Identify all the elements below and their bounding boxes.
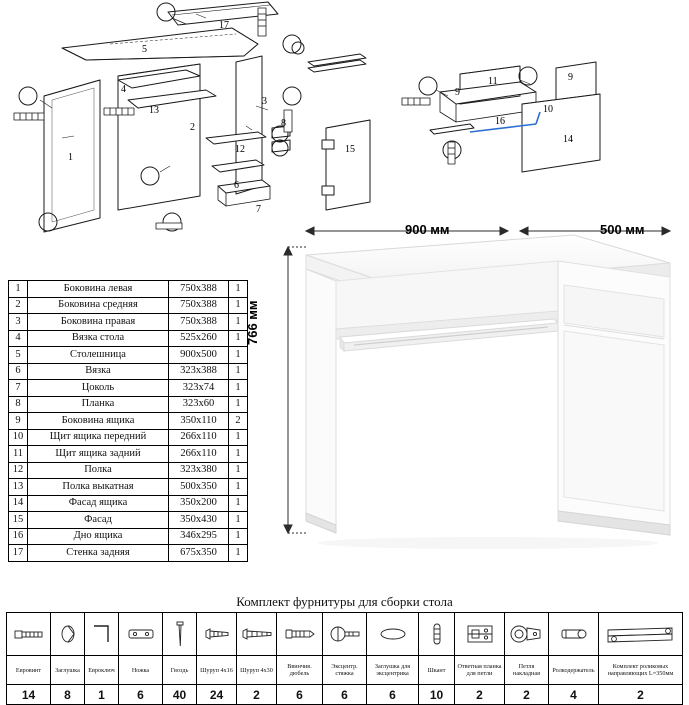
part-name: Дно ящика — [28, 528, 169, 545]
svg-text:6: 6 — [234, 180, 239, 191]
table-row — [9, 512, 248, 529]
table-row — [9, 462, 248, 479]
part-number: 14 — [9, 495, 28, 512]
part-qty: 2 — [229, 413, 248, 430]
eccentric-cap-icon — [367, 613, 419, 656]
hardware-icon-row — [7, 613, 683, 656]
table-row — [9, 330, 248, 347]
hinge-plate-icon — [455, 613, 505, 656]
part-number: 8 — [9, 396, 28, 413]
part-size: 500х350 — [169, 479, 229, 496]
table-row — [9, 479, 248, 496]
dowel-icon — [419, 613, 455, 656]
hardware-name: Гвоздь — [163, 656, 197, 685]
hardware-qty: 6 — [367, 685, 419, 705]
screw-4x30-icon — [237, 613, 277, 656]
part-number: 6 — [9, 363, 28, 380]
svg-text:15: 15 — [345, 144, 355, 155]
part-size: 750х388 — [169, 297, 229, 314]
part-qty: 1 — [229, 297, 248, 314]
hardware-name: Эксцентр. стяжка — [323, 656, 367, 685]
part-qty: 1 — [229, 528, 248, 545]
table-row — [9, 495, 248, 512]
part-size: 323х74 — [169, 380, 229, 397]
eccentric-tie-icon — [323, 613, 367, 656]
width-dimension-label: 900 мм — [405, 222, 450, 237]
part-number: 12 — [9, 462, 28, 479]
hardware-kit-title: Комплект фурнитуры для сборки стола — [236, 594, 453, 609]
part-size: 323х380 — [169, 462, 229, 479]
part-qty: 1 — [229, 396, 248, 413]
part-qty: 1 — [229, 545, 248, 562]
hardware-name: Евровинт — [7, 656, 51, 685]
part-name: Столешница — [28, 347, 169, 364]
part-qty: 1 — [229, 314, 248, 331]
table-row — [9, 314, 248, 331]
hardware-kit-table — [6, 612, 683, 705]
svg-text:7: 7 — [256, 204, 261, 215]
height-dimension-label: 766 мм — [245, 300, 260, 345]
hardware-qty: 6 — [277, 685, 323, 705]
part-name: Щит ящика задний — [28, 446, 169, 463]
part-number: 7 — [9, 380, 28, 397]
hardware-qty: 2 — [455, 685, 505, 705]
slide-set-icon — [599, 613, 683, 656]
svg-text:16: 16 — [495, 116, 505, 127]
parts-table — [8, 280, 248, 562]
part-name: Боковина средняя — [28, 297, 169, 314]
part-name: Вязка — [28, 363, 169, 380]
hardware-name: Ролкодержатель — [549, 656, 599, 685]
part-number: 1 — [9, 281, 28, 298]
parts-table-body — [9, 281, 248, 562]
part-size: 750х388 — [169, 314, 229, 331]
leg-icon — [119, 613, 163, 656]
part-size: 525х260 — [169, 330, 229, 347]
part-size: 350х200 — [169, 495, 229, 512]
hardware-qty: 2 — [505, 685, 549, 705]
hardware-name: Шуруп 4х16 — [197, 656, 237, 685]
part-name: Планка — [28, 396, 169, 413]
part-qty: 1 — [229, 462, 248, 479]
part-size: 323х60 — [169, 396, 229, 413]
hardware-name: Ввинчив. дюбель — [277, 656, 323, 685]
part-name: Фасад — [28, 512, 169, 529]
screw-4x16-icon — [197, 613, 237, 656]
part-name: Полка выкатная — [28, 479, 169, 496]
part-size: 323х388 — [169, 363, 229, 380]
cap-icon — [51, 613, 85, 656]
svg-text:3: 3 — [262, 96, 267, 107]
hardware-qty: 4 — [549, 685, 599, 705]
part-number: 10 — [9, 429, 28, 446]
part-qty: 1 — [229, 429, 248, 446]
table-row — [9, 380, 248, 397]
part-qty: 1 — [229, 479, 248, 496]
part-number: 9 — [9, 413, 28, 430]
part-name: Боковина левая — [28, 281, 169, 298]
part-size: 900х500 — [169, 347, 229, 364]
table-row — [9, 396, 248, 413]
part-size: 266х110 — [169, 429, 229, 446]
hardware-qty: 1 — [85, 685, 119, 705]
hardware-qty-row — [7, 685, 683, 705]
part-number: 5 — [9, 347, 28, 364]
svg-text:9: 9 — [455, 87, 460, 98]
euro-screw-icon — [7, 613, 51, 656]
part-qty: 1 — [229, 512, 248, 529]
hardware-qty: 2 — [237, 685, 277, 705]
part-size: 750х388 — [169, 281, 229, 298]
hinge-icon — [505, 613, 549, 656]
table-row — [9, 429, 248, 446]
part-qty: 1 — [229, 495, 248, 512]
svg-text:5: 5 — [142, 44, 147, 55]
confirmat-icon — [277, 613, 323, 656]
table-row — [9, 528, 248, 545]
hardware-name: Комплект роликовых направляющих L=350мм — [599, 656, 683, 685]
svg-text:17: 17 — [219, 20, 229, 31]
part-number: 13 — [9, 479, 28, 496]
svg-text:2: 2 — [190, 122, 195, 133]
part-number: 4 — [9, 330, 28, 347]
part-number: 3 — [9, 314, 28, 331]
part-name: Стенка задняя — [28, 545, 169, 562]
euro-key-icon — [85, 613, 119, 656]
hardware-qty: 10 — [419, 685, 455, 705]
hardware-qty: 14 — [7, 685, 51, 705]
part-name: Фасад ящика — [28, 495, 169, 512]
svg-text:11: 11 — [488, 76, 498, 87]
part-qty: 1 — [229, 363, 248, 380]
table-row — [9, 446, 248, 463]
part-name: Цоколь — [28, 380, 169, 397]
part-number: 2 — [9, 297, 28, 314]
hardware-name: Евроключ — [85, 656, 119, 685]
svg-text:1: 1 — [68, 152, 73, 163]
part-number: 15 — [9, 512, 28, 529]
hardware-qty: 2 — [599, 685, 683, 705]
nail-icon — [163, 613, 197, 656]
part-number: 16 — [9, 528, 28, 545]
part-qty: 1 — [229, 347, 248, 364]
part-size: 346х295 — [169, 528, 229, 545]
part-name: Щит ящика передний — [28, 429, 169, 446]
hardware-qty: 24 — [197, 685, 237, 705]
hardware-qty: 40 — [163, 685, 197, 705]
hardware-qty: 6 — [323, 685, 367, 705]
part-size: 350х110 — [169, 413, 229, 430]
hardware-name: Шкант — [419, 656, 455, 685]
part-number: 11 — [9, 446, 28, 463]
depth-dimension-label: 500 мм — [600, 222, 645, 237]
roller-holder-icon — [549, 613, 599, 656]
part-qty: 1 — [229, 446, 248, 463]
part-number: 17 — [9, 545, 28, 562]
hardware-name: Шуруп 4х30 — [237, 656, 277, 685]
part-name: Вязка стола — [28, 330, 169, 347]
table-row — [9, 281, 248, 298]
svg-text:4: 4 — [121, 84, 126, 95]
part-qty: 1 — [229, 281, 248, 298]
exploded-assembly-diagram — [0, 0, 689, 235]
part-qty: 1 — [229, 380, 248, 397]
table-row — [9, 363, 248, 380]
hardware-qty: 6 — [119, 685, 163, 705]
hardware-name: Заглушка — [51, 656, 85, 685]
table-row — [9, 413, 248, 430]
part-name: Боковина правая — [28, 314, 169, 331]
desk-3d-render — [258, 225, 683, 555]
hardware-name-row — [7, 656, 683, 685]
table-row — [9, 545, 248, 562]
hardware-qty: 8 — [51, 685, 85, 705]
part-size: 350х430 — [169, 512, 229, 529]
hardware-name: Заглушка для эксцентрика — [367, 656, 419, 685]
table-row — [9, 347, 248, 364]
svg-text:14: 14 — [563, 134, 573, 145]
part-qty: 1 — [229, 330, 248, 347]
svg-text:9: 9 — [568, 72, 573, 83]
part-size: 266х110 — [169, 446, 229, 463]
svg-text:10: 10 — [543, 104, 553, 115]
svg-text:8: 8 — [281, 118, 286, 129]
hardware-name: Ответная планка для петли — [455, 656, 505, 685]
svg-text:12: 12 — [235, 144, 245, 155]
hardware-name: Петля накладная — [505, 656, 549, 685]
hardware-name: Ножка — [119, 656, 163, 685]
table-row — [9, 297, 248, 314]
svg-text:13: 13 — [149, 105, 159, 116]
part-name: Полка — [28, 462, 169, 479]
part-size: 675х350 — [169, 545, 229, 562]
part-name: Боковина ящика — [28, 413, 169, 430]
